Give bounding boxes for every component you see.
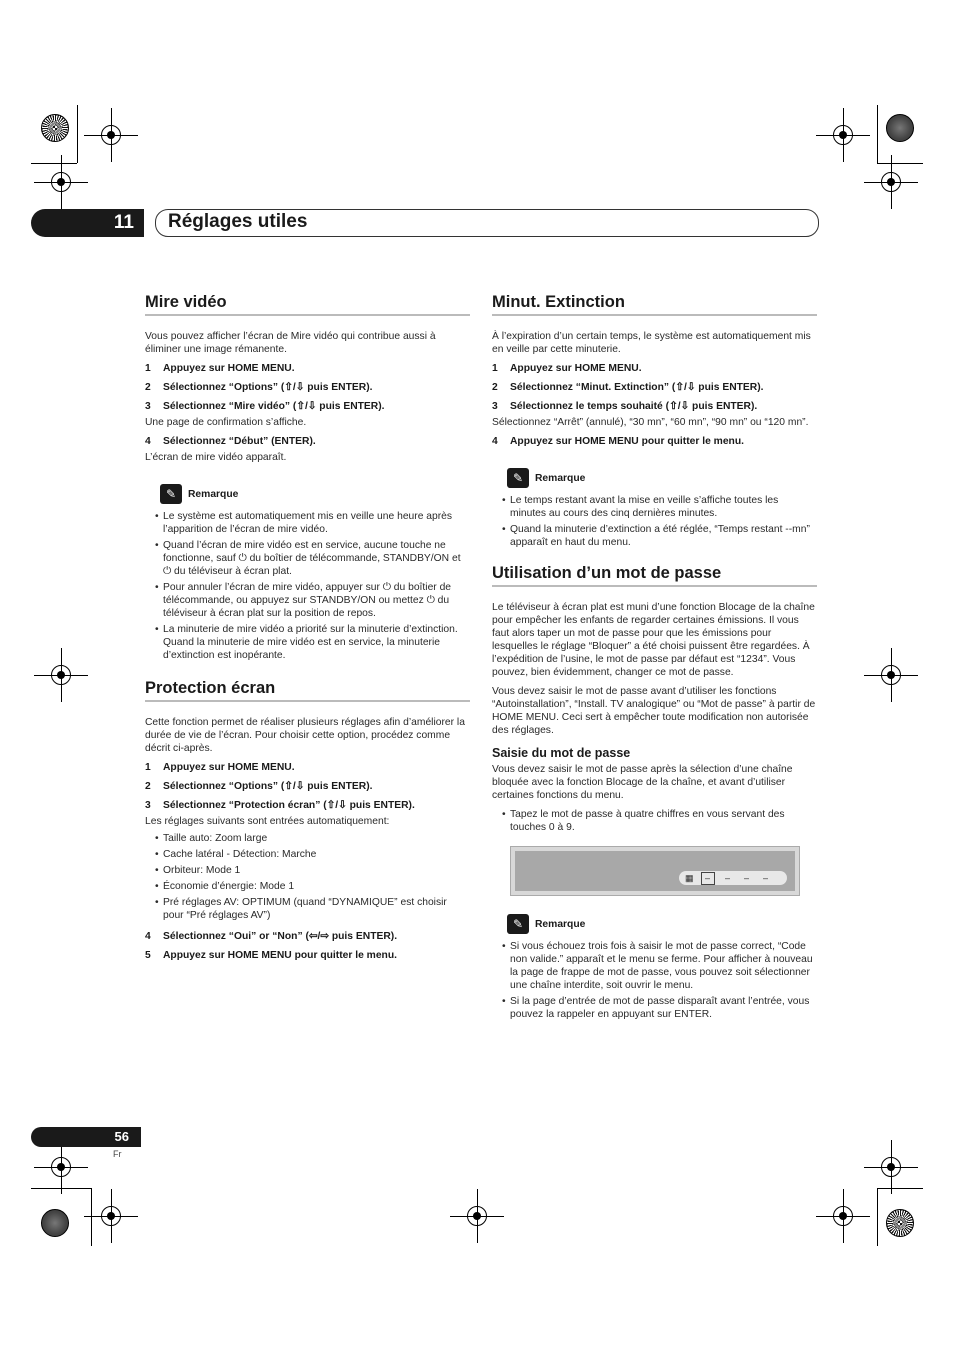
registration-mark-icon (51, 1157, 71, 1177)
step-text: Appuyez sur HOME MENU. (510, 363, 642, 374)
step-text: Sélectionnez “Mire vidéo” (⇧/⇩ puis ENTER). (163, 401, 385, 412)
step (145, 949, 470, 962)
step (492, 400, 817, 413)
step-number: 1 (145, 762, 151, 773)
lock-icon: ▦ (685, 872, 694, 883)
step (145, 799, 470, 812)
password-intro-1: Le téléviseur à écran plat est muni d’une fonction Blocage de la chaîne pour empêcher les enfants de regarder certaines émissions. Il vous faut alors taper un mot de passe pour que les émissions pour lesquelles le réglage “Bloquer” a été choisi puissent être regardées. À l’expédition de l’usine, le mot de passe par défaut est “1234”. Vous pouvez, bien évidemment, changer ce mot de passe. (492, 602, 815, 678)
pencil-note-icon: ✎ (507, 914, 529, 934)
pencil-note-icon: ✎ (160, 484, 182, 504)
mire-intro: Vous pouvez afficher l’écran de Mire vidéo qui contribue aussi à éliminer une image rémanente. (145, 331, 436, 355)
registration-mark-icon (881, 1157, 901, 1177)
auto-setting-item: • Économie d’énergie: Mode 1 (155, 880, 470, 893)
mire-notes (155, 510, 470, 662)
gray-registration-ball (41, 1209, 69, 1237)
registration-mark-icon (51, 665, 71, 685)
chapter-number-tab (31, 209, 144, 237)
step-number: 4 (145, 436, 151, 447)
note-item: • Si la page d’entrée de mot de passe disparaît avant l’entrée, vous pouvez la rappeler en appuyant sur ENTER. (502, 995, 817, 1021)
step (145, 780, 470, 793)
protection-auto-settings (155, 832, 470, 922)
note-label: Remarque (535, 472, 586, 484)
step-text: Appuyez sur HOME MENU pour quitter le menu. (510, 436, 744, 447)
minut-notes (502, 494, 817, 549)
password-intro-2: Vous devez saisir le mot de passe avant d’utiliser les fonctions “Autoinstallation”, “Install. TV analogique” ou “Mot de passe” à partir de HOME MENU. Ceci sert à empêcher toute modification non autorisée des réglages. (492, 686, 816, 736)
note-item: • Si vous échouez trois fois à saisir le mot de passe correct, “Code non valide.” apparaît et le menu se ferme. Pour afficher à nouveau la page de frappe de mot de passe, vous pouvez soit sélectionner une chaîne interdite, soit ouvrir le menu. (502, 940, 817, 992)
password-subtitle: Saisie du mot de passe (492, 746, 631, 760)
mire-steps (145, 362, 470, 464)
step-result: Sélectionnez “Arrêt” (annulé), “30 mn”, “60 mn”, “90 mn” ou “120 mn”. (492, 417, 809, 428)
step-number: 1 (492, 363, 498, 374)
registration-mark-icon (833, 125, 853, 145)
password-digit: – (701, 872, 715, 885)
step-result: L’écran de mire vidéo apparaît. (145, 452, 287, 463)
note-item: • Le système est automatiquement mis en veille une heure après l’apparition de l’écran de mire vidéo. (155, 510, 470, 536)
step-text: Sélectionnez le temps souhaité (⇧/⇩ puis ENTER). (510, 401, 758, 412)
note-item: • Pour annuler l’écran de mire vidéo, appuyer sur ⏻ du boîtier de télécommande, ou appuyez sur STANDBY/ON ou mettez ⏻ du téléviseur à écran plat sur la position de repos. (155, 581, 470, 620)
password-input-box (679, 871, 787, 885)
step-text: Appuyez sur HOME MENU pour quitter le menu. (163, 950, 397, 961)
note-header (160, 484, 470, 504)
auto-setting-item: • Pré réglages AV: OPTIMUM (quand “DYNAMIQUE” est choisir pour “Pré réglages AV”) (155, 896, 470, 922)
step-result: Les réglages suivants sont entrées automatiquement: (145, 816, 390, 827)
note-header (507, 468, 817, 488)
gray-registration-ball (886, 114, 914, 142)
step-number: 5 (145, 950, 151, 961)
password-digit: – (763, 872, 769, 883)
step (145, 381, 470, 394)
password-digit: – (744, 872, 750, 883)
page-number: 56 (114, 1129, 129, 1144)
step (145, 761, 470, 774)
note-header (507, 914, 817, 934)
crop-line (877, 105, 878, 163)
step (145, 930, 470, 943)
crop-line (877, 163, 923, 164)
auto-setting-item: • Orbiteur: Mode 1 (155, 864, 470, 877)
protection-intro: Cette fonction permet de réaliser plusieurs réglages afin d’améliorer la durée de vie de l’écran. Pour choisir cette option, procédez comme décrit ci-après. (145, 717, 465, 754)
crop-line (91, 1188, 92, 1246)
registration-mark-icon (881, 172, 901, 192)
password-screen-inner (515, 851, 795, 891)
color-registration-starburst (41, 114, 69, 142)
color-registration-starburst (886, 1209, 914, 1237)
step-text: Sélectionnez “Minut. Extinction” (⇧/⇩ puis ENTER). (510, 382, 764, 393)
crop-line (31, 1188, 91, 1189)
password-notes (502, 940, 817, 1021)
step-number: 3 (492, 401, 498, 412)
section-title-protection: Protection écran (145, 682, 470, 702)
password-digit: – (725, 872, 731, 883)
step-number: 2 (492, 382, 498, 393)
minut-steps (492, 362, 817, 448)
chapter-title-bar (155, 209, 819, 237)
step-number: 2 (145, 382, 151, 393)
step-text: Appuyez sur HOME MENU. (163, 363, 295, 374)
crop-line (877, 1188, 923, 1189)
step-text: Sélectionnez “Options” (⇧/⇩ puis ENTER). (163, 382, 373, 393)
step (492, 362, 817, 375)
step-text: Sélectionnez “Début” (ENTER). (163, 436, 316, 447)
note-item: • La minuterie de mire vidéo a priorité sur la minuterie d’extinction. Quand la minuterie de mire vidéo est en service, la minuterie d’extinction est inopérante. (155, 623, 470, 662)
note-label: Remarque (535, 918, 586, 930)
step-number: 1 (145, 363, 151, 374)
step-text: Sélectionnez “Oui” or “Non” (⇦/⇨ puis ENTER). (163, 931, 398, 942)
section-title-minut: Minut. Extinction (492, 296, 817, 316)
step-number: 4 (492, 436, 498, 447)
registration-mark-icon (101, 125, 121, 145)
registration-mark-icon (101, 1206, 121, 1226)
registration-mark-icon (467, 1206, 487, 1226)
note-item: • Quand la minuterie d’extinction a été réglée, “Temps restant --mn” apparaît en haut du menu. (502, 523, 817, 549)
password-sub-intro: Vous devez saisir le mot de passe après la sélection d’une chaîne bloquée avec la fonction Blocage de la chaîne, et avant d’utiliser certaines fonctions du menu. (492, 764, 793, 801)
step-result: Une page de confirmation s’affiche. (145, 417, 307, 428)
step-number: 2 (145, 781, 151, 792)
step-text: Sélectionnez “Protection écran” (⇧/⇩ puis ENTER). (163, 800, 415, 811)
step-number: 4 (145, 931, 151, 942)
auto-setting-item: • Cache latéral - Détection: Marche (155, 848, 470, 861)
step (145, 435, 470, 448)
note-item: • Quand l’écran de mire vidéo est en service, aucune touche ne fonctionne, sauf ⏻ du boîtier de télécommande, STANDBY/ON et ⏻ du téléviseur à écran plat. (155, 539, 470, 578)
pencil-note-icon: ✎ (507, 468, 529, 488)
auto-setting-item: • Taille auto: Zoom large (155, 832, 470, 845)
crop-line (877, 1188, 878, 1246)
right-column (492, 293, 817, 1024)
password-bullet: • Tapez le mot de passe à quatre chiffres en vous servant des touches 0 à 9. (502, 808, 817, 834)
registration-mark-icon (881, 665, 901, 685)
step-text: Appuyez sur HOME MENU. (163, 762, 295, 773)
protection-steps-2 (145, 930, 470, 962)
step-number: 3 (145, 800, 151, 811)
section-title-password: Utilisation d’un mot de passe (492, 567, 817, 587)
note-label: Remarque (188, 488, 239, 500)
password-entry-screen (510, 846, 800, 896)
crop-line (77, 105, 78, 163)
chapter-title: Réglages utiles (168, 211, 308, 232)
section-title-mire: Mire vidéo (145, 296, 470, 316)
minut-intro: À l’expiration d’un certain temps, le système est automatiquement mis en veille par cette minuterie. (492, 331, 811, 355)
step-text: Sélectionnez “Options” (⇧/⇩ puis ENTER). (163, 781, 373, 792)
left-column (145, 293, 470, 965)
registration-mark-icon (51, 172, 71, 192)
note-item: • Le temps restant avant la mise en veille s’affiche toutes les minutes au cours des cinq dernières minutes. (502, 494, 817, 520)
step (492, 381, 817, 394)
step (145, 362, 470, 375)
registration-mark-icon (833, 1206, 853, 1226)
protection-steps (145, 761, 470, 828)
step (492, 435, 817, 448)
page-number-tab (31, 1127, 141, 1147)
language-code: Fr (113, 1149, 122, 1159)
step-number: 3 (145, 401, 151, 412)
chapter-number: 11 (113, 212, 134, 233)
step (145, 400, 470, 413)
crop-line (31, 163, 77, 164)
